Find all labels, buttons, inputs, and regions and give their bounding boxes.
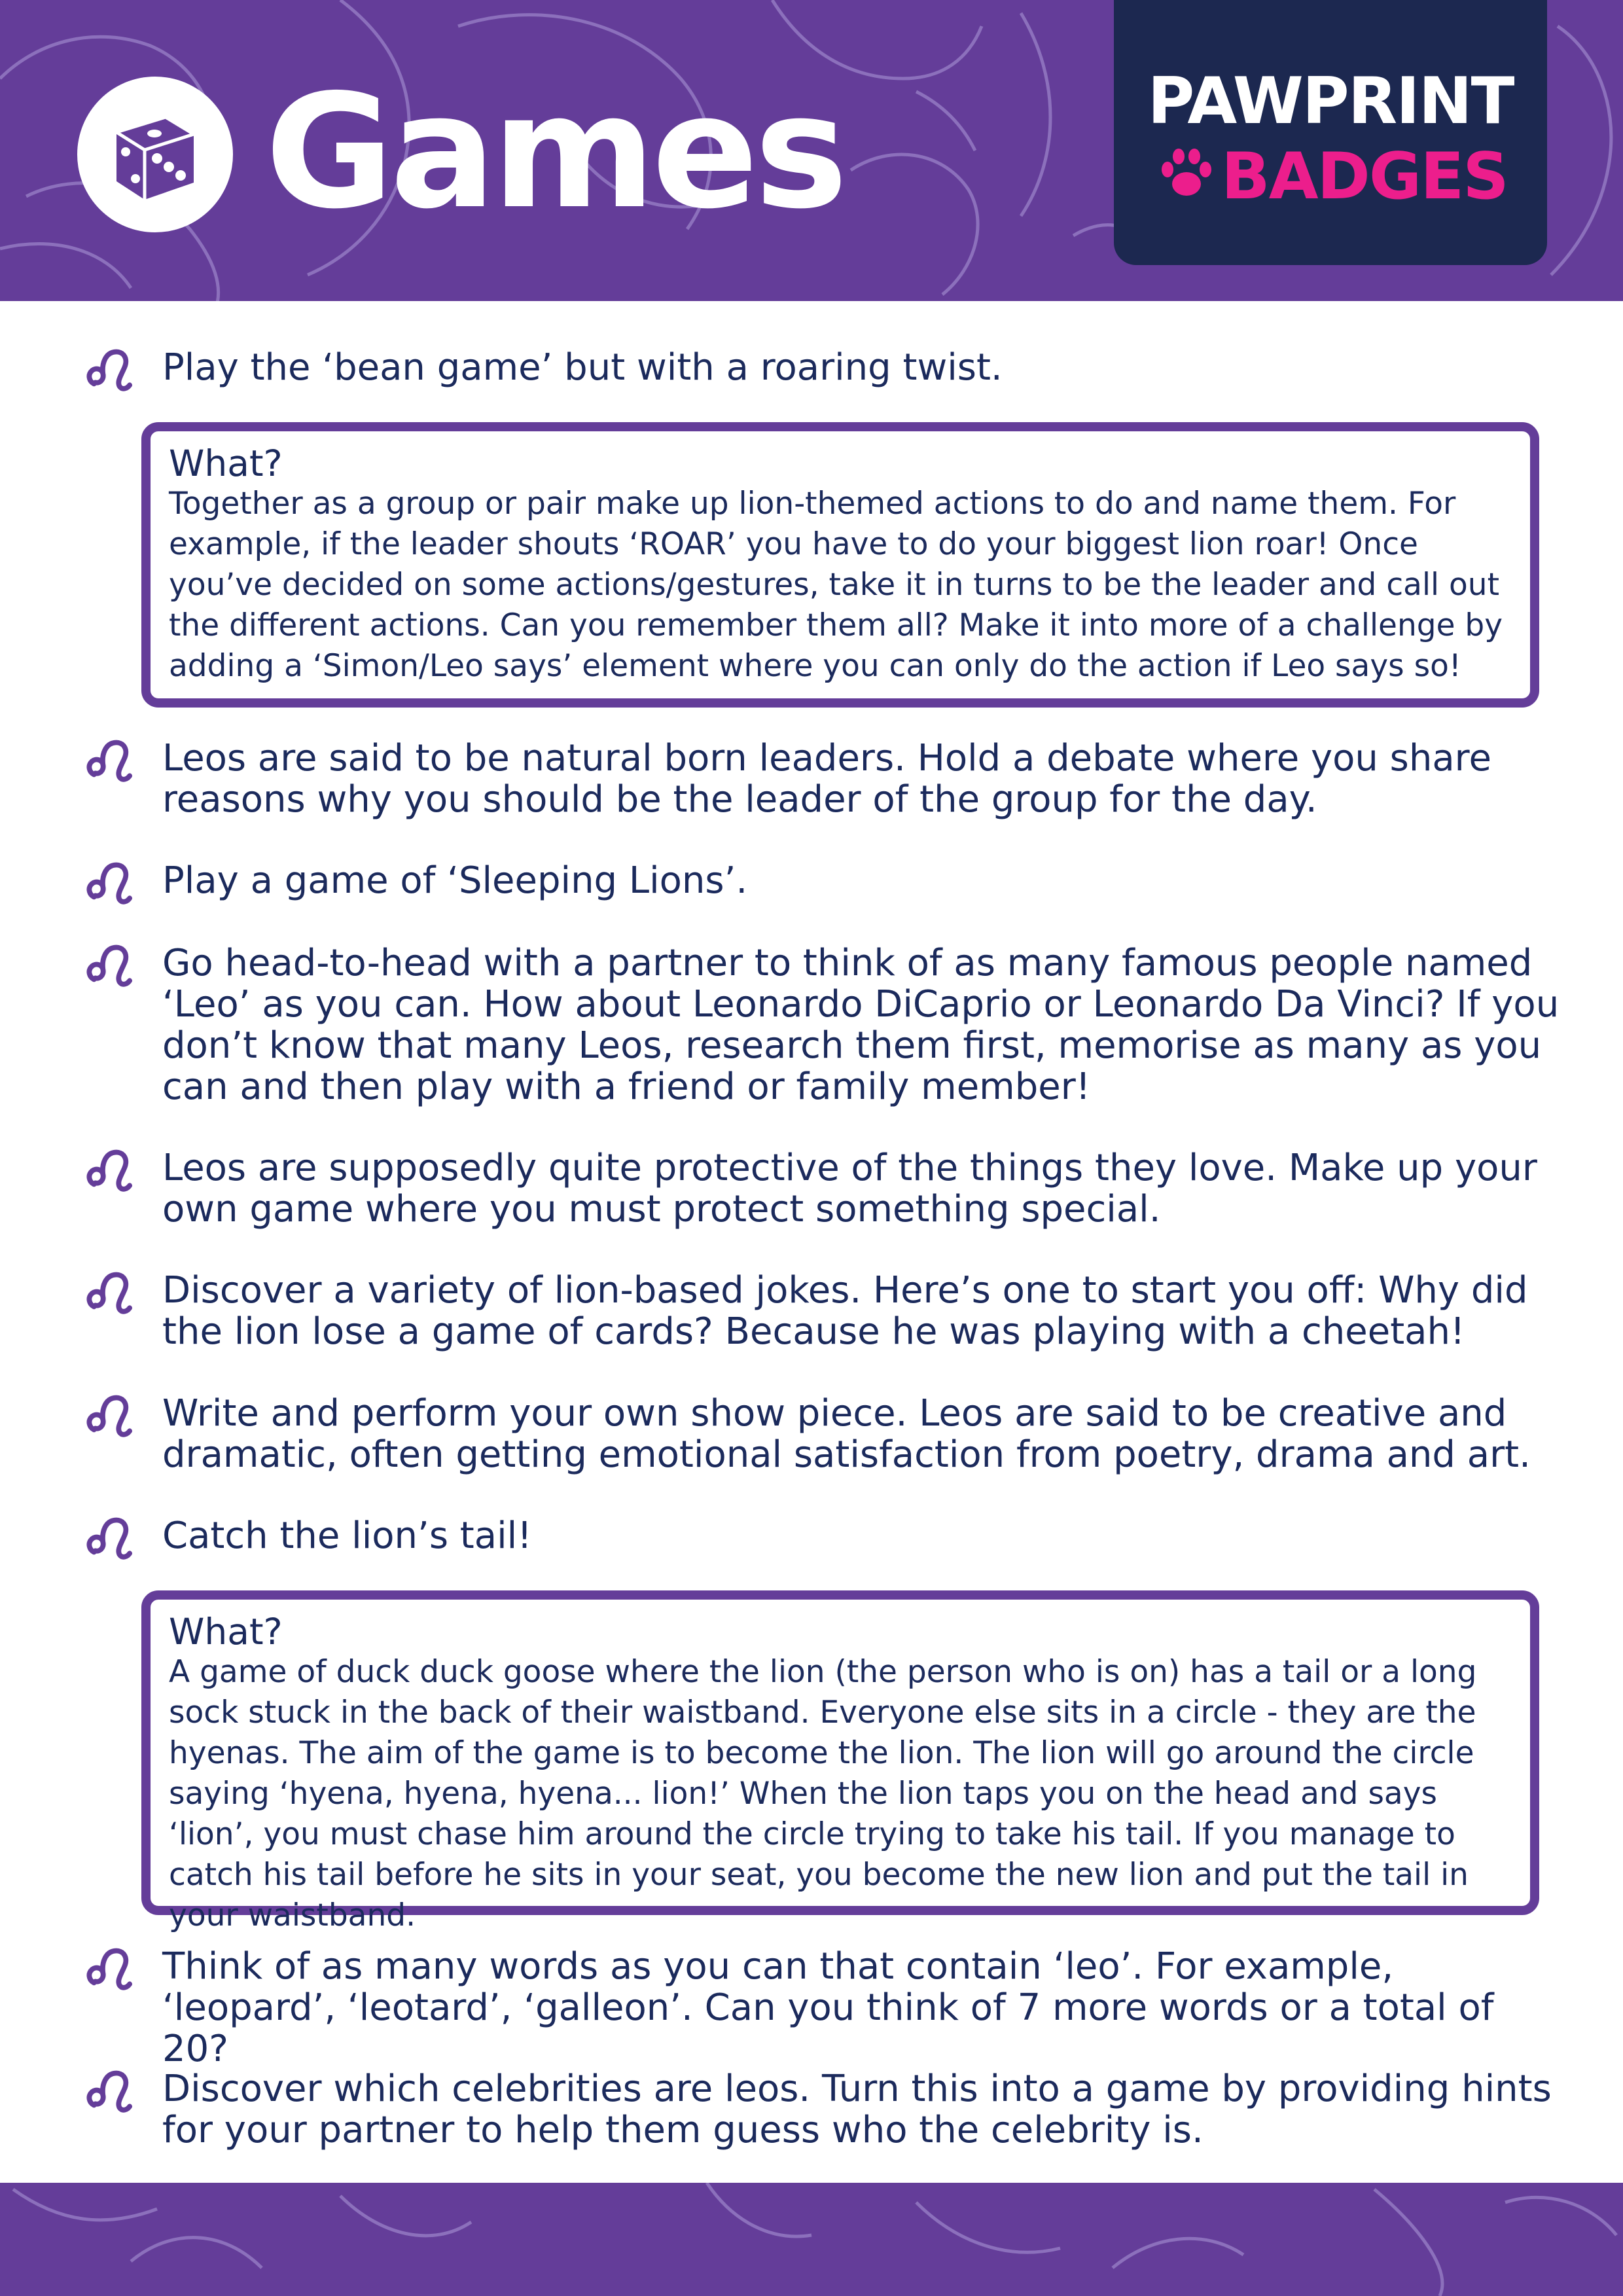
list-item: Catch the lion’s tail!: [162, 1515, 532, 1557]
logo-text-badges-line: [1158, 141, 1538, 213]
list-item: Discover a variety of lion-based jokes. Here’s one to start you off: Why did the lion lose a game of cards? Because he was playing with a cheetah!: [162, 1269, 1528, 1353]
leo-symbol-icon: [86, 1270, 132, 1316]
paw-icon: [1158, 146, 1215, 202]
list-item: Play a game of ‘Sleeping Lions’.: [162, 859, 748, 902]
list-item: Write and perform your own show piece. Leos are said to be creative and dramatic, often getting emotional satisfaction from poetry, drama and art.: [162, 1392, 1531, 1476]
leo-symbol-icon: [86, 1946, 132, 1992]
leo-symbol-icon: [86, 738, 132, 783]
list-item: Play the ‘bean game’ but with a roaring twist.: [162, 346, 1003, 389]
list-item: Think of as many words as you can that contain ‘leo’. For example, ‘leopard’, ‘leotard’, ‘galleon’. Can you think of 7 more words or a total of 20?: [162, 1945, 1494, 2070]
logo-text-badges: BADGES: [1221, 139, 1508, 214]
leo-symbol-icon: [86, 1515, 132, 1561]
info-box: [141, 1590, 1539, 1933]
info-box-heading: What?: [169, 1611, 283, 1653]
leo-symbol-icon: [86, 347, 132, 393]
info-box-heading: What?: [169, 442, 283, 484]
leo-symbol-icon: [86, 1393, 132, 1439]
logo-text-pawprint: PAWPRINT: [1147, 64, 1514, 139]
dice-icon-badge: [77, 77, 233, 232]
dice-icon: [77, 77, 233, 232]
list-item: Leos are supposedly quite protective of the things they love. Make up your own game where you must protect something special.: [162, 1147, 1537, 1230]
leo-symbol-icon: [86, 2068, 132, 2114]
footer-banner: [0, 2183, 1623, 2296]
page-title: Games: [265, 60, 844, 243]
pawprint-badges-logo: [1114, 0, 1547, 265]
leo-symbol-icon: [86, 860, 132, 906]
list-item: Discover which celebrities are leos. Turn this into a game by providing hints for your partner to help them guess who the celebrity is.: [162, 2068, 1552, 2151]
lion-line-art-decoration: [0, 2183, 1623, 2296]
list-item: Leos are said to be natural born leaders. Hold a debate where you share reasons why you should be the leader of the group for the day.: [162, 737, 1491, 821]
info-box: [141, 422, 1539, 708]
header-banner: [0, 0, 1623, 301]
info-box-body: A game of duck duck goose where the lion (the person who is on) has a tail or a long sock stuck in the back of their waistband. Everyone else sits in a circle - they are the hyenas. The aim of the game is to become the lion. The lion will go around the circle saying ‘hyena, hyena, hyena... lion!’ When the lion taps you on the head and says ‘lion’, you must chase him around the circle trying to take his tail. If you manage to catch his tail before he sits in your seat, you become the new lion and put the tail in your waistband.: [169, 1654, 1477, 1933]
leo-symbol-icon: [86, 1147, 132, 1193]
info-box-body: Together as a group or pair make up lion-themed actions to do and name them. For example, if the leader shouts ‘ROAR’ you have to do your biggest lion roar! Once you’ve decided on some actions/gestures, take it in turns to be the leader and call out the different actions. Can you remember them all? Make it into more of a challenge by adding a ‘Simon/Leo says’ element where you can only do the action if Leo says so!: [169, 486, 1503, 684]
list-item: Go head-to-head with a partner to think of as many famous people named ‘Leo’ as you can. How about Leonardo DiCaprio or Leonardo Da Vinci? If you don’t know that many Leos, research them first, memorise as many as you can and then play with a friend or family member!: [162, 942, 1560, 1108]
leo-symbol-icon: [86, 942, 132, 988]
